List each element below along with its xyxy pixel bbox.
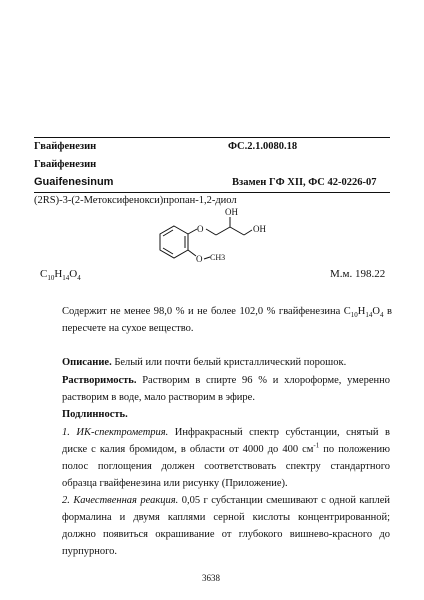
top-rule — [34, 137, 390, 138]
ether-oxygen-label: O — [197, 224, 204, 234]
identity-heading: Подлинность. — [62, 409, 128, 420]
title-name-ru: Гвайфенезин — [34, 141, 97, 152]
page-number: 3638 — [202, 573, 220, 583]
name-ru: Гвайфенезин — [34, 159, 97, 170]
methoxy-oxygen-label: O — [196, 254, 203, 264]
middle-rule — [34, 192, 390, 193]
methyl-label: CH3 — [210, 253, 226, 262]
qualitative-reaction-paragraph: 2. Качественная реакция. 0,05 г субстанции смешивают с одной каплей формалина и двумя каплями серной кислоты концентрированной; должно появиться окрашивание от глубокого вишнево-красного до пурпурного. — [62, 495, 390, 557]
description-paragraph: Описание. Белый или почти белый кристаллический порошок. — [62, 357, 347, 368]
molecular-formula: $C_{10}H_{14}O_4$ — [40, 268, 81, 283]
replaces-note: Взамен ГФ XII, ФС 42-0226-07 — [232, 177, 377, 188]
oh-right-label: OH — [253, 224, 266, 234]
iupac-name: (2RS)-3-(2-Метоксифенокси)пропан-1,2-диол — [34, 195, 237, 206]
benzene-ring — [160, 226, 188, 258]
ir-paragraph: 1. ИК-спектрометрия. Инфракрасный спектр субстанции, снятый в диске с калия бромидом, в области от 4000 до 400 $см^{-1}$ по положению полос поглощения должен соответствовать спектру стандартного образца гвайфенезина или рисунку (Приложение). — [62, 427, 391, 489]
fs-number: ФС.2.1.0080.18 — [228, 141, 298, 152]
content-paragraph: Содержит не менее 98,0 % и не более 102,0 % гвайфенезина $C_{10}H_{14}O_4$ в пересчете на сухое вещество. — [62, 306, 392, 334]
structural-formula — [150, 200, 280, 274]
name-latin: Guaifenesinum — [34, 176, 114, 188]
molecular-mass: М.м. 198.22 — [330, 268, 386, 280]
oh-top-label: OH — [225, 207, 238, 217]
solubility-paragraph: Растворимость. Растворим в спирте 96 % и хлороформе, умеренно растворим в воде, мало растворим в эфире. — [62, 375, 390, 403]
